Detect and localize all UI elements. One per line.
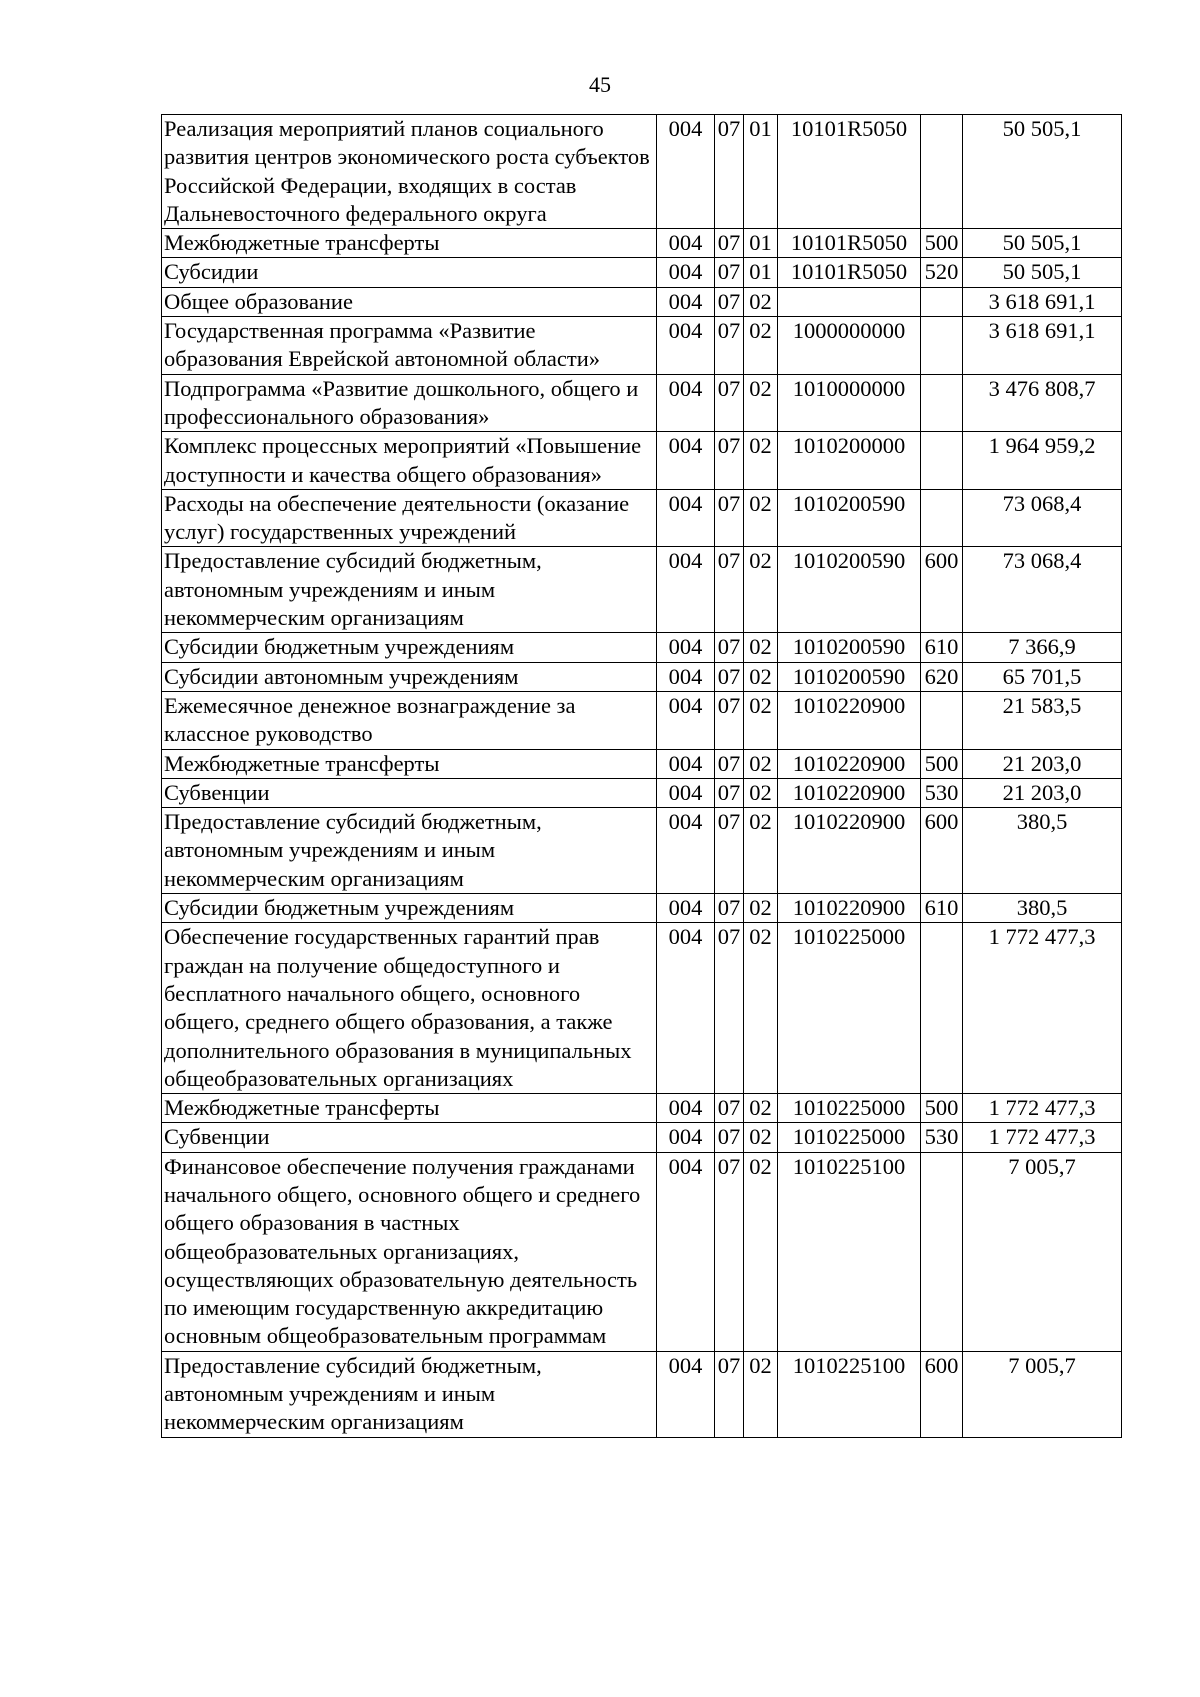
cell-target-article-code: 1010225000 <box>778 1123 921 1152</box>
cell-expense-type-code <box>921 691 963 749</box>
cell-subsection-code: 02 <box>744 633 778 662</box>
cell-subsection-code: 02 <box>744 923 778 1094</box>
cell-grbs-code: 004 <box>657 749 715 778</box>
cell-amount: 7 005,7 <box>963 1152 1122 1351</box>
table-row <box>162 432 1122 490</box>
cell-target-article-code: 1010000000 <box>778 374 921 432</box>
cell-section-code: 07 <box>715 115 744 229</box>
cell-subsection-code: 02 <box>744 808 778 894</box>
cell-grbs-code: 004 <box>657 662 715 691</box>
cell-name: Межбюджетные трансферты <box>162 229 657 258</box>
cell-target-article-code: 1010200590 <box>778 633 921 662</box>
cell-name: Межбюджетные трансферты <box>162 749 657 778</box>
cell-grbs-code: 004 <box>657 633 715 662</box>
cell-name: Субсидии автономным учреждениям <box>162 662 657 691</box>
table-row <box>162 489 1122 547</box>
cell-amount: 73 068,4 <box>963 547 1122 633</box>
cell-grbs-code: 004 <box>657 317 715 375</box>
cell-amount: 50 505,1 <box>963 115 1122 229</box>
cell-target-article-code: 1010225000 <box>778 1094 921 1123</box>
cell-amount: 380,5 <box>963 894 1122 923</box>
cell-expense-type-code: 500 <box>921 749 963 778</box>
cell-expense-type-code <box>921 923 963 1094</box>
cell-subsection-code: 02 <box>744 749 778 778</box>
cell-section-code: 07 <box>715 749 744 778</box>
cell-section-code: 07 <box>715 1152 744 1351</box>
cell-expense-type-code: 600 <box>921 1351 963 1437</box>
table-row <box>162 258 1122 287</box>
cell-subsection-code: 02 <box>744 1123 778 1152</box>
cell-subsection-code: 02 <box>744 1094 778 1123</box>
table-row <box>162 894 1122 923</box>
cell-grbs-code: 004 <box>657 1152 715 1351</box>
table-row <box>162 633 1122 662</box>
cell-amount: 65 701,5 <box>963 662 1122 691</box>
cell-name: Общее образование <box>162 287 657 316</box>
cell-subsection-code: 02 <box>744 1152 778 1351</box>
cell-name: Ежемесячное денежное вознаграждение за классное руководство <box>162 691 657 749</box>
cell-subsection-code: 01 <box>744 229 778 258</box>
cell-target-article-code: 1010225100 <box>778 1152 921 1351</box>
cell-grbs-code: 004 <box>657 691 715 749</box>
cell-amount: 50 505,1 <box>963 258 1122 287</box>
cell-section-code: 07 <box>715 287 744 316</box>
cell-name: Финансовое обеспечение получения гражданами начального общего, основного общего и среднего общего образования в частных общеобразовательных организациях, осуществляющих образовательную деятельность по имеющим государственную аккредитацию основным общеобразовательным программам <box>162 1152 657 1351</box>
cell-expense-type-code: 530 <box>921 1123 963 1152</box>
cell-expense-type-code: 610 <box>921 894 963 923</box>
cell-section-code: 07 <box>715 229 744 258</box>
cell-amount: 21 203,0 <box>963 749 1122 778</box>
cell-subsection-code: 02 <box>744 691 778 749</box>
cell-expense-type-code <box>921 1152 963 1351</box>
cell-grbs-code: 004 <box>657 258 715 287</box>
table-row <box>162 691 1122 749</box>
cell-subsection-code: 02 <box>744 287 778 316</box>
cell-subsection-code: 02 <box>744 547 778 633</box>
cell-grbs-code: 004 <box>657 894 715 923</box>
cell-target-article-code: 10101R5050 <box>778 258 921 287</box>
table-row <box>162 547 1122 633</box>
cell-amount: 21 203,0 <box>963 778 1122 807</box>
page-number: 45 <box>589 72 611 97</box>
cell-section-code: 07 <box>715 374 744 432</box>
table-row <box>162 749 1122 778</box>
cell-subsection-code: 02 <box>744 489 778 547</box>
cell-amount: 1 964 959,2 <box>963 432 1122 490</box>
cell-section-code: 07 <box>715 778 744 807</box>
cell-amount: 3 618 691,1 <box>963 317 1122 375</box>
cell-section-code: 07 <box>715 1094 744 1123</box>
table-row <box>162 317 1122 375</box>
cell-name: Предоставление субсидий бюджетным, автономным учреждениям и иным некоммерческим организациям <box>162 547 657 633</box>
cell-expense-type-code: 520 <box>921 258 963 287</box>
cell-name: Предоставление субсидий бюджетным, автономным учреждениям и иным некоммерческим организациям <box>162 1351 657 1437</box>
cell-subsection-code: 02 <box>744 778 778 807</box>
cell-expense-type-code <box>921 287 963 316</box>
cell-target-article-code: 10101R5050 <box>778 229 921 258</box>
table-row <box>162 1123 1122 1152</box>
cell-target-article-code: 1010225000 <box>778 923 921 1094</box>
cell-target-article-code <box>778 287 921 316</box>
cell-target-article-code: 1010200590 <box>778 547 921 633</box>
table-row <box>162 662 1122 691</box>
table-row <box>162 287 1122 316</box>
cell-section-code: 07 <box>715 258 744 287</box>
cell-name: Субсидии <box>162 258 657 287</box>
cell-target-article-code: 10101R5050 <box>778 115 921 229</box>
table-row <box>162 229 1122 258</box>
cell-subsection-code: 02 <box>744 1351 778 1437</box>
cell-grbs-code: 004 <box>657 432 715 490</box>
cell-expense-type-code: 500 <box>921 1094 963 1123</box>
cell-grbs-code: 004 <box>657 115 715 229</box>
cell-section-code: 07 <box>715 923 744 1094</box>
table-body <box>162 115 1122 1438</box>
cell-grbs-code: 004 <box>657 923 715 1094</box>
cell-amount: 380,5 <box>963 808 1122 894</box>
cell-section-code: 07 <box>715 662 744 691</box>
cell-grbs-code: 004 <box>657 808 715 894</box>
table-row <box>162 808 1122 894</box>
cell-expense-type-code <box>921 489 963 547</box>
cell-expense-type-code: 600 <box>921 547 963 633</box>
cell-amount: 7 005,7 <box>963 1351 1122 1437</box>
cell-target-article-code: 1010220900 <box>778 808 921 894</box>
cell-amount: 21 583,5 <box>963 691 1122 749</box>
cell-name: Предоставление субсидий бюджетным, автономным учреждениям и иным некоммерческим организациям <box>162 808 657 894</box>
cell-target-article-code: 1010220900 <box>778 691 921 749</box>
cell-name: Государственная программа «Развитие образования Еврейской автономной области» <box>162 317 657 375</box>
cell-section-code: 07 <box>715 1123 744 1152</box>
cell-subsection-code: 02 <box>744 432 778 490</box>
cell-name: Субвенции <box>162 778 657 807</box>
table-row <box>162 374 1122 432</box>
cell-section-code: 07 <box>715 633 744 662</box>
cell-subsection-code: 02 <box>744 374 778 432</box>
cell-amount: 3 618 691,1 <box>963 287 1122 316</box>
cell-amount: 1 772 477,3 <box>963 1123 1122 1152</box>
table-row <box>162 1094 1122 1123</box>
cell-target-article-code: 1010225100 <box>778 1351 921 1437</box>
cell-grbs-code: 004 <box>657 1094 715 1123</box>
cell-grbs-code: 004 <box>657 778 715 807</box>
cell-expense-type-code: 600 <box>921 808 963 894</box>
table-row <box>162 923 1122 1094</box>
cell-target-article-code: 1000000000 <box>778 317 921 375</box>
cell-target-article-code: 1010200000 <box>778 432 921 490</box>
cell-section-code: 07 <box>715 894 744 923</box>
cell-grbs-code: 004 <box>657 547 715 633</box>
cell-expense-type-code: 530 <box>921 778 963 807</box>
cell-name: Реализация мероприятий планов социального развития центров экономического роста субъектов Российской Федерации, входящих в состав Дальневосточного федерального округа <box>162 115 657 229</box>
cell-subsection-code: 02 <box>744 894 778 923</box>
cell-section-code: 07 <box>715 547 744 633</box>
cell-name: Комплекс процессных мероприятий «Повышение доступности и качества общего образования» <box>162 432 657 490</box>
cell-name: Субсидии бюджетным учреждениям <box>162 633 657 662</box>
cell-name: Субвенции <box>162 1123 657 1152</box>
cell-expense-type-code: 500 <box>921 229 963 258</box>
cell-expense-type-code <box>921 374 963 432</box>
cell-expense-type-code <box>921 115 963 229</box>
cell-section-code: 07 <box>715 808 744 894</box>
cell-grbs-code: 004 <box>657 229 715 258</box>
cell-name: Межбюджетные трансферты <box>162 1094 657 1123</box>
cell-expense-type-code <box>921 432 963 490</box>
cell-section-code: 07 <box>715 691 744 749</box>
cell-grbs-code: 004 <box>657 489 715 547</box>
cell-amount: 50 505,1 <box>963 229 1122 258</box>
cell-target-article-code: 1010200590 <box>778 662 921 691</box>
cell-amount: 1 772 477,3 <box>963 1094 1122 1123</box>
cell-name: Подпрограмма «Развитие дошкольного, общего и профессионального образования» <box>162 374 657 432</box>
cell-target-article-code: 1010220900 <box>778 894 921 923</box>
cell-name: Субсидии бюджетным учреждениям <box>162 894 657 923</box>
cell-grbs-code: 004 <box>657 1123 715 1152</box>
cell-name: Расходы на обеспечение деятельности (оказание услуг) государственных учреждений <box>162 489 657 547</box>
cell-section-code: 07 <box>715 317 744 375</box>
cell-section-code: 07 <box>715 1351 744 1437</box>
cell-expense-type-code <box>921 317 963 375</box>
cell-grbs-code: 004 <box>657 287 715 316</box>
table-row <box>162 115 1122 229</box>
cell-subsection-code: 01 <box>744 258 778 287</box>
cell-amount: 1 772 477,3 <box>963 923 1122 1094</box>
cell-expense-type-code: 610 <box>921 633 963 662</box>
table-row <box>162 1152 1122 1351</box>
cell-target-article-code: 1010220900 <box>778 749 921 778</box>
cell-name: Обеспечение государственных гарантий прав граждан на получение общедоступного и бесплатного начального общего, основного общего, среднего общего образования, а также дополнительного образования в муниципальных общеобразовательных организациях <box>162 923 657 1094</box>
cell-subsection-code: 02 <box>744 317 778 375</box>
cell-amount: 73 068,4 <box>963 489 1122 547</box>
cell-target-article-code: 1010220900 <box>778 778 921 807</box>
cell-amount: 3 476 808,7 <box>963 374 1122 432</box>
cell-subsection-code: 01 <box>744 115 778 229</box>
cell-grbs-code: 004 <box>657 374 715 432</box>
table-row <box>162 1351 1122 1437</box>
cell-expense-type-code: 620 <box>921 662 963 691</box>
cell-subsection-code: 02 <box>744 662 778 691</box>
budget-table <box>161 114 1122 1438</box>
table-row <box>162 778 1122 807</box>
cell-section-code: 07 <box>715 432 744 490</box>
cell-grbs-code: 004 <box>657 1351 715 1437</box>
cell-section-code: 07 <box>715 489 744 547</box>
cell-target-article-code: 1010200590 <box>778 489 921 547</box>
cell-amount: 7 366,9 <box>963 633 1122 662</box>
